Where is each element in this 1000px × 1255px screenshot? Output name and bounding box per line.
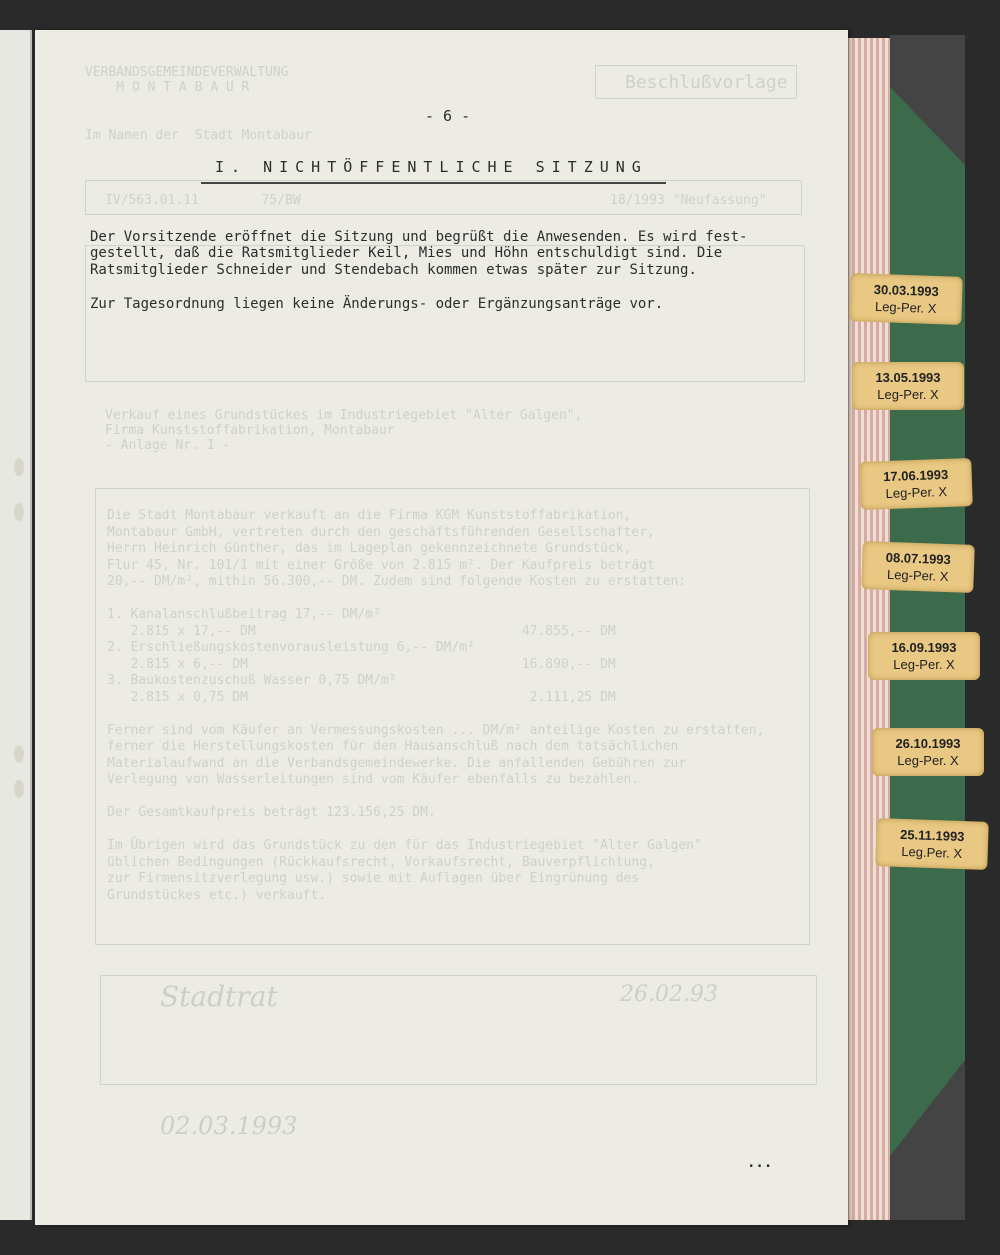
tab-date: 16.09.1993: [891, 640, 957, 655]
bleed-signature-date: 26.02.93: [620, 982, 718, 1007]
tab-label: Leg-Per. X: [886, 566, 949, 585]
register-tab[interactable]: [875, 818, 989, 870]
tab-label: Leg-Per. X: [877, 387, 939, 402]
register-tab[interactable]: [849, 273, 963, 325]
tab-label: Leg-Per. X: [893, 657, 955, 672]
bleed-body: Die Stadt Montabaur verkauft an die Firma KGM Kunststoffabrikation, Montabaur GmbH, vertreten durch den geschäftsführenden Gesellschafter, Herrn Heinrich Günther, das im Lageplan gekennzeichnete Grundstück, Flur 45, Nr. 101/1 mit einer Größe von 2.815 m². Der Kaufpreis beträgt 20,-- DM/m², mithin 56.300,-- DM. Zudem sind folgende Kosten zu erstatten: 1. Kanalanschlußbeitrag 17,-- DM/m² 2.815 x 17,-- DM 47.855,-- DM 2. Erschließungskostenvorausleistung 6,-- DM/m² 2.815 x 6,-- DM 16.890,-- DM 3. Baukostenzuschuß Wasser 0,75 DM/m² 2.815 x 0,75 DM 2.111,25 DM Ferner sind vom Käufer an Vermessungskosten ... DM/m² anteilige Kosten zu erstatten, ferner die Herstellungskosten für den Hausanschluß nach dem tatsächlichen Materialaufwand an die Verbandsgemeindewerke. Die anfallenden Gebühren zur Verlegung von Wasserleitungen sind vom Käufer ebenfalls zu bezahlen. Der Gesamtkaufpreis beträgt 123.156,25 DM. Im Übrigen wird das Grundstück zu den für das Industriegebiet "Alter Galgen" üblichen Bedingungen (Rückkaufsrecht, Vorkaufsrecht, Bauverpflichtung, zur Firmensitzverlegung usw.) sowie mit Auflagen über Eingrünung des Grundstückes etc.) verkauft.: [107, 508, 765, 903]
bleed-header-box-label: Beschlußvorlage: [625, 72, 788, 93]
bleed-ref: IV/563.01.11 75/BW: [105, 193, 301, 208]
tab-date: 08.07.1993: [885, 549, 952, 568]
document-page: [35, 30, 848, 1225]
paragraph1-line: gestellt, daß die Ratsmitglieder Keil, Mies und Höhn entschuldigt sind. Die: [90, 245, 723, 261]
bleed-header-left: VERBANDSGEMEINDEVERWALTUNG M O N T A B A U R: [85, 65, 289, 95]
punch-hole: [14, 503, 24, 521]
bleed-betreff: Verkauf eines Grundstückes im Industriegebiet "Alter Galgen", Firma Kunststoffabrikation, Montabaur - Anlage Nr. 1 -: [105, 408, 583, 453]
tab-date: 25.11.1993: [899, 826, 965, 845]
tab-date: 13.05.1993: [875, 370, 941, 385]
bleed-ref-right: 18/1993 "Neufassung": [610, 193, 767, 208]
register-tab[interactable]: [859, 458, 973, 510]
register-tab[interactable]: [852, 362, 964, 410]
tab-date: 17.06.1993: [882, 466, 949, 485]
tab-label: Leg-Per. X: [874, 298, 937, 317]
bleed-signature: Stadtrat: [160, 980, 278, 1013]
continuation-marker: ...: [747, 1155, 773, 1171]
tab-label: Leg-Per. X: [885, 483, 948, 502]
page-number: - 6 -: [425, 107, 471, 125]
tab-date: 30.03.1993: [873, 281, 940, 300]
register-tab[interactable]: [868, 632, 980, 680]
heading-underline: [201, 182, 666, 184]
tab-label: Leg.Per. X: [901, 843, 963, 862]
punch-hole: [14, 458, 24, 476]
binder-spine: [890, 35, 965, 1220]
stacked-page-edges: [846, 38, 890, 1220]
paragraph1-line: Der Vorsitzende eröffnet die Sitzung und begrüßt die Anwesenden. Es wird fest-: [90, 229, 748, 245]
register-tab[interactable]: [861, 541, 975, 593]
punch-hole: [14, 745, 24, 763]
punch-hole: [14, 780, 24, 798]
bleed-name-line: Im Namen der Stadt Montabaur: [85, 128, 312, 143]
tab-date: 26.10.1993: [895, 736, 961, 751]
tab-label: Leg-Per. X: [897, 753, 959, 768]
register-tab[interactable]: [872, 728, 984, 776]
paragraph1-line: Ratsmitglieder Schneider und Stendebach kommen etwas später zur Sitzung.: [90, 262, 697, 278]
paragraph2: Zur Tagesordnung liegen keine Änderungs- oder Ergänzungsanträge vor.: [90, 296, 664, 312]
bleed-bottom-date: 02.03.1993: [160, 1112, 298, 1140]
left-page-edge: [0, 30, 32, 1220]
section-heading: I. NICHTÖFFENTLICHE SITZUNG: [215, 158, 648, 176]
